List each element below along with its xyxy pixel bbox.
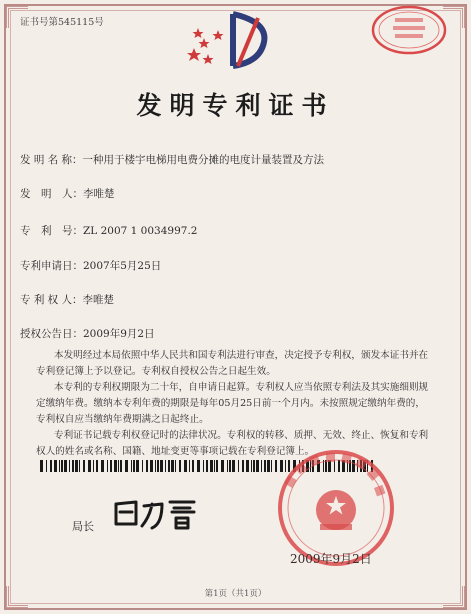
- invention-name-row: [20, 152, 324, 167]
- patent-number: ZL 2007 1 0034997.2: [83, 225, 198, 237]
- patentee-row: [20, 292, 114, 307]
- inventor-label: 发 明 人：: [20, 188, 83, 200]
- invention-name-label: 发 明 名 称：: [20, 154, 83, 166]
- grant-date: 2009年9月2日: [83, 328, 155, 340]
- filing-date-label: 专利申请日：: [20, 260, 83, 272]
- grant-statement: 本发明经过本局依照中华人民共和国专利法进行审查，决定授予专利权，颁发本证书并在专利登记簿上予以登记。专利权自授权公告之日起生效。: [36, 350, 429, 377]
- record-statement: 专利证书记载专利权登记时的法律状况。专利权的转移、质押、无效、终止、恢复和专利权人的姓名或名称、国籍、地址变更等事项记载在专利登记簿上。: [36, 430, 429, 457]
- filing-date-row: [20, 258, 161, 273]
- page-number: 第1页（共1页）: [204, 589, 267, 599]
- seal-date: 2009年9月2日: [290, 552, 372, 566]
- patentee: 李唯楚: [82, 294, 115, 306]
- certificate-number: 证书号第545115号: [20, 17, 104, 28]
- grant-date-row: [20, 326, 155, 341]
- patent-office-emblem: [178, 8, 288, 70]
- patent-number-row: [20, 223, 197, 238]
- term-statement: 本专利的专利权期限为二十年，自申请日起算。专利权人应当依照专利法及其实施细则规定缴纳年费。缴纳本专利年费的期限是每年05月25日前一个月内。未按照规定缴纳年费的，专利权自应当缴纳年费期满之日起终止。: [36, 382, 429, 425]
- invention-name: 一种用于楼宇电梯用电费分摊的电度计量装置及方法: [82, 154, 325, 166]
- filing-date: 2007年5月25日: [83, 260, 162, 272]
- director-label: 局长: [72, 520, 94, 533]
- inventor-row: [20, 186, 115, 201]
- patentee-label: 专 利 权 人：: [20, 294, 83, 306]
- inventor: 李唯楚: [83, 188, 115, 200]
- agency-stamp: [369, 4, 449, 56]
- director-signature: [110, 494, 200, 534]
- grant-date-label: 授权公告日：: [20, 328, 83, 340]
- patent-number-label: 专 利 号：: [20, 225, 83, 237]
- certificate-title: 发明专利证书: [136, 91, 335, 120]
